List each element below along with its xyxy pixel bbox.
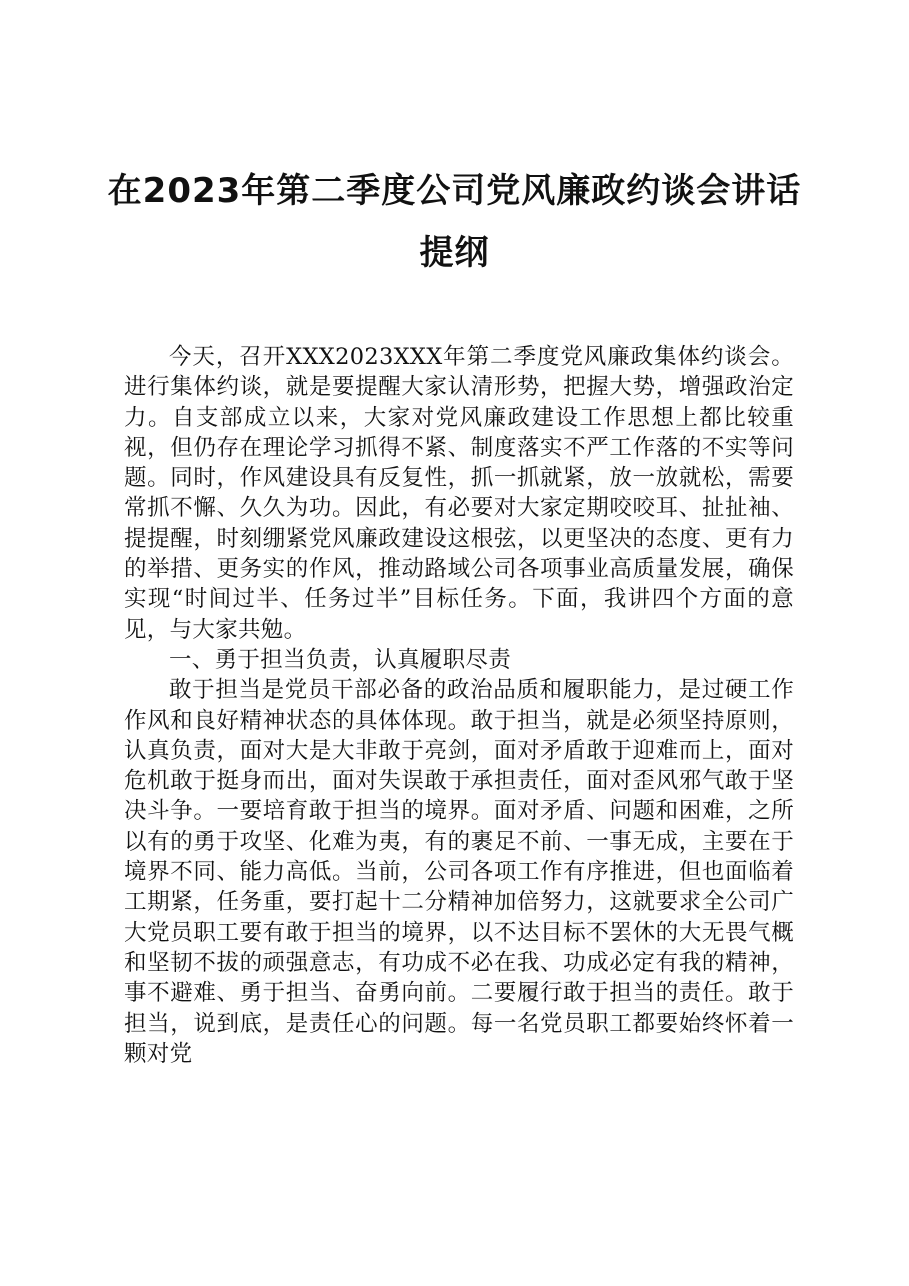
document-title: [100, 160, 809, 284]
document-body: [124, 342, 794, 1069]
document-title-line2: 提纲: [419, 233, 490, 273]
section-1-paragraph: 敢于担当是党员干部必备的政治品质和履职能力，是过硬工作作风和良好精神状态的具体体现。敢于担当，就是必须坚持原则，认真负责，面对大是大非敢于亮剑，面对矛盾敢于迎难而上，面对危机敢于挺身而出，面对失误敢于承担责任，面对歪风邪气敢于坚决斗争。一要培育敢于担当的境界。面对矛盾、问题和困难，之所以有的勇于攻坚、化难为夷，有的裹足不前、一事无成，主要在于境界不同、能力高低。当前，公司各项工作有序推进，但也面临着工期紧，任务重，要打起十二分精神加倍努力，这就要求全公司广大党员职工要有敢于担当的境界，以不达目标不罢休的大无畏气概和坚韧不拔的顽强意志，有功成不必在我、功成必定有我的精神，事不避难、勇于担当、奋勇向前。二要履行敢于担当的责任。敢于担当，说到底，是责任心的问题。每一名党员职工都要始终怀着一颗对党: [124, 677, 794, 1067]
document-title-line1: 在2023年第二季度公司党风廉政约谈会讲话: [107, 171, 802, 211]
section-1-heading: 一、勇于担当负责，认真履职尽责: [169, 646, 512, 673]
intro-paragraph: 今天，召开XXX2023XXX年第二季度党风廉政集体约谈会。进行集体约谈，就是要提醒大家认清形势，把握大势，增强政治定力。自支部成立以来，大家对党风廉政建设工作思想上都比较重视，但仍存在理论学习抓得不紧、制度落实不严工作落的不实等问题。同时，作风建设具有反复性，抓一抓就紧，放一放就松，需要常抓不懈、久久为功。因此，有必要对大家定期咬咬耳、扯扯袖、提提醒，时刻绷紧党风廉政建设这根弦，以更坚决的态度、更有力的举措、更务实的作风，推动路域公司各项事业高质量发展，确保实现“时间过半、任务过半”目标任务。下面，我讲四个方面的意见，与大家共勉。: [124, 344, 794, 643]
